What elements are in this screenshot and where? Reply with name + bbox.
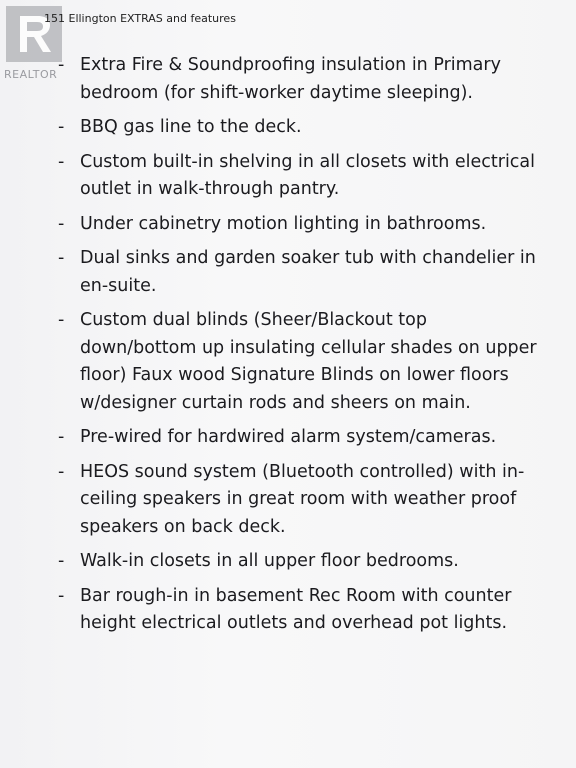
list-item xyxy=(58,583,538,638)
features-list xyxy=(58,52,538,645)
bullet-dash: - xyxy=(58,117,65,137)
list-item xyxy=(58,52,538,107)
bullet-dash: - xyxy=(58,585,65,606)
bullet-dash: - xyxy=(58,461,65,482)
list-item-text: HEOS sound system (Bluetooth controlled) with in-ceiling speakers in great room with weather proof speakers on back deck. xyxy=(80,461,525,537)
page-heading: 151 Ellington EXTRAS and features xyxy=(44,12,236,25)
list-item xyxy=(58,245,538,300)
bullet-dash: - xyxy=(58,551,65,571)
list-item xyxy=(58,307,538,417)
list-item-text: Walk-in closets in all upper floor bedrooms. xyxy=(80,551,459,571)
watermark-text: REALTOR xyxy=(4,68,58,81)
list-item-text: Custom dual blinds (Sheer/Blackout top down/bottom up insulating cellular shades on upper floor) Faux wood Signature Blinds on lower floors w/designer curtain rods and sheers on main. xyxy=(80,310,537,413)
bullet-dash: - xyxy=(58,151,65,172)
list-item xyxy=(58,548,538,576)
bullet-dash: - xyxy=(58,310,65,330)
bullet-dash: - xyxy=(58,55,65,75)
list-item xyxy=(58,149,538,204)
list-item-text: BBQ gas line to the deck. xyxy=(80,117,302,137)
bullet-dash: - xyxy=(58,248,65,268)
list-item xyxy=(58,424,538,452)
list-item-text: Bar rough-in in basement Rec Room with counter height electrical outlets and overhead pot lights. xyxy=(80,585,512,633)
list-item-text: Pre-wired for hardwired alarm system/cameras. xyxy=(80,427,497,447)
bullet-dash: - xyxy=(58,213,65,234)
list-item xyxy=(58,211,538,239)
bullet-dash: - xyxy=(58,427,65,447)
list-item-text: Extra Fire & Soundproofing insulation in Primary bedroom (for shift-worker daytime sleeping). xyxy=(80,55,501,103)
list-item xyxy=(58,114,538,142)
list-item xyxy=(58,459,538,542)
list-item-text: Dual sinks and garden soaker tub with chandelier in en-suite. xyxy=(80,248,536,296)
list-item-text: Under cabinetry motion lighting in bathrooms. xyxy=(80,213,487,234)
list-item-text: Custom built-in shelving in all closets with electrical outlet in walk-through pantry. xyxy=(80,151,536,199)
